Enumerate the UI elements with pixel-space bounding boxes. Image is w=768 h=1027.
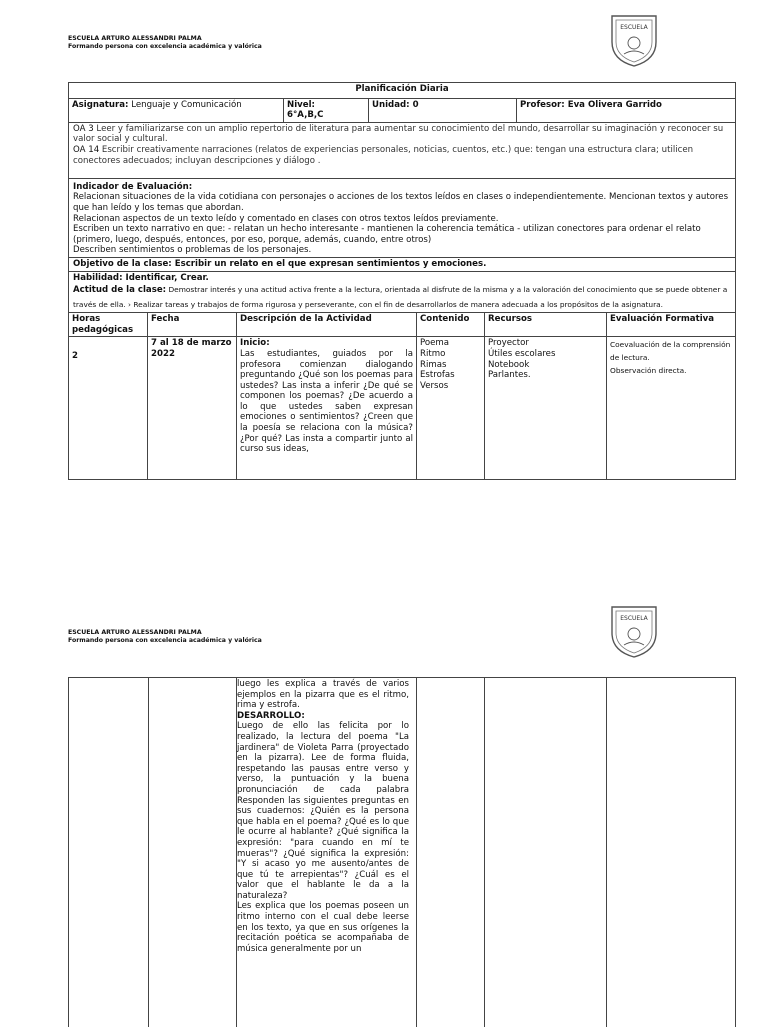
school-motto: Formando persona con excelencia académica y valórica — [68, 43, 262, 50]
col-divider — [148, 678, 149, 1027]
inicio-label: Inicio: — [240, 338, 270, 349]
col-fecha: Fecha — [148, 313, 237, 336]
school-name: ESCUELA ARTURO ALESSANDRI PALMA — [68, 35, 202, 42]
actitud-text: Demostrar interés y una actitud activa frente a la lectura, orientada al disfrute de la misma y a la valoración del conocimiento que se puede obtener a través de ella. › Realizar tareas y trabajos de forma rigurosa y perseverante, con el fin de desarrollarlos de manera adecuada a los propósitos de la asignatura. — [73, 285, 728, 309]
recurso-item: Parlantes. — [488, 370, 531, 381]
contenido-item: Estrofas — [420, 370, 455, 381]
col-horas: Horas pedagógicas — [69, 313, 148, 336]
desarrollo-text: Luego de ello las felicita por lo realizado, la lectura del poema "La jardinera" de Violeta Parra (proyectado en la pizarra). Lee de forma fluida, respetando las pausas entre verso y verso, la puntuación y la buena pronunciación de cada palabra Responden las siguientes preguntas en sus cuadernos: ¿Quién es la persona que habla en el poema? ¿Qué es lo que le ocurre al hablante? ¿Qué significa la expresión: "para cuando en mí te mueras"? ¿Qué significa la expresión: "Y si acaso yo me ausento/antes de que tú te arrepientas"? ¿Cuál es el valor que el hablante le da a la naturaleza? — [237, 721, 409, 901]
fecha-cell: 7 al 18 de marzo 2022 — [148, 337, 237, 479]
evaluacion-item: Observación directa. — [610, 366, 687, 376]
asignatura-value: Lenguaje y Comunicación — [128, 99, 242, 110]
activity-row — [69, 337, 735, 479]
objetivo-row: Objetivo de la clase: Escribir un relato en el que expresan sentimientos y emociones. — [69, 258, 735, 272]
indicador-section — [69, 179, 735, 258]
descripcion-continued — [237, 679, 409, 954]
col-divider — [416, 678, 417, 1027]
habilidad-text: Habilidad: Identificar, Crear. — [73, 272, 209, 283]
actitud-label: Actitud de la clase: — [73, 285, 167, 296]
school-name: ESCUELA ARTURO ALESSANDRI PALMA — [68, 629, 202, 636]
indicador-1: Relacionan situaciones de la vida cotidiana con personajes o acciones de los textos leídos en clases o independientemente. Mencionan textos y autores que han leído y los temas que abordan. — [73, 192, 729, 213]
oa3-code: OA 3 — [73, 123, 94, 134]
unidad-value: 0 — [409, 99, 419, 110]
horas-cell: 2 — [69, 337, 148, 479]
contenido-item: Rimas — [420, 359, 447, 370]
descripcion-cell — [237, 337, 417, 479]
col-descripcion: Descripción de la Actividad — [237, 313, 417, 336]
contenido-item: Versos — [420, 380, 449, 391]
indicador-3: Escriben un texto narrativo en que: - relatan un hecho interesante - mantienen la coherencia temática - utilizan conectores para ordenar el relato (primero, luego, después, entonces, por eso, porque, además, cuando, entre otros) — [73, 224, 701, 245]
col-divider — [484, 678, 485, 1027]
nivel-cell — [284, 99, 369, 122]
cont-text: luego les explica a través de varios ejemplos en la pizarra que es el ritmo, rima y estrofa. — [237, 679, 409, 711]
profesor-value: Eva Olivera Garrido — [564, 99, 662, 110]
contenido-item: Poema — [420, 338, 450, 349]
recursos-cell — [485, 337, 607, 479]
indicador-2: Relacionan aspectos de un texto leído y comentado en clases con otros textos leídos previamente. — [73, 213, 499, 224]
school-motto: Formando persona con excelencia académica y valórica — [68, 637, 262, 644]
desarrollo-label: DESARROLLO: — [237, 710, 305, 721]
inicio-text: Las estudiantes, guiados por la profesora comienzan dialogando preguntando ¿Qué son los poemas para ustedes? Las insta a inferir ¿De qué se componen los poemas? ¿De acuerdo a lo que ustedes saben expresan emociones o sentimientos? ¿Creen que la poesía se relaciona con la música? ¿Por qué? Las insta a compartir junto al curso sus ideas, — [240, 348, 413, 455]
activity-columns-header — [69, 313, 735, 337]
unidad-label: Unidad: — [372, 99, 410, 110]
school-shield-icon — [608, 603, 660, 659]
evaluacion-item: Coevaluación de la comprensión de lectura. — [610, 340, 731, 363]
indicador-label: Indicador de Evaluación: — [73, 181, 193, 192]
indicador-4: Describen sentimientos o problemas de los personajes. — [73, 245, 312, 256]
asignatura-cell — [69, 99, 284, 122]
profesor-cell — [517, 99, 735, 122]
recurso-item: Notebook — [488, 359, 530, 370]
school-header — [68, 35, 262, 51]
svg-text:ESCUELA: ESCUELA — [620, 615, 648, 622]
evaluacion-cell — [607, 337, 735, 479]
nivel-value: 6°A,B,C — [287, 110, 324, 121]
recurso-item: Útiles escolares — [488, 348, 556, 359]
svg-text:ESCUELA: ESCUELA — [620, 24, 648, 31]
unidad-cell — [369, 99, 517, 122]
recurso-item: Proyector — [488, 338, 529, 349]
school-shield-icon — [608, 12, 660, 68]
planning-table-continued — [68, 677, 736, 1027]
planning-table — [68, 82, 736, 480]
header-info-row — [69, 99, 735, 123]
asignatura-label: Asignatura: — [72, 99, 129, 110]
col-divider — [735, 678, 736, 1027]
habilidad-actitud-section — [69, 272, 735, 314]
nivel-label: Nivel: — [287, 99, 315, 110]
oa14-text: Escribir creativamente narraciones (relatos de experiencias personales, noticias, cuentos, etc.) que: tengan una estructura clara; utilicen conectores adecuados; incluyan descripciones y diálogo . — [73, 144, 694, 166]
contenido-cell — [417, 337, 485, 479]
col-evaluacion: Evaluación Formativa — [610, 314, 715, 325]
contenido-item: Ritmo — [420, 348, 446, 359]
col-divider — [606, 678, 607, 1027]
profesor-label: Profesor: — [520, 99, 565, 110]
school-header-page2 — [68, 629, 262, 645]
oa14-code: OA 14 — [73, 144, 100, 155]
school-logo-page2 — [608, 603, 660, 663]
school-logo — [608, 12, 660, 72]
plan-title: Planificación Diaria — [69, 83, 735, 99]
oa3-text: Leer y familiarizarse con un amplio repertorio de literatura para aumentar su conocimiento del mundo, desarrollar su imaginación y reconocer su valor social y cultural. — [73, 123, 724, 145]
col-contenido: Contenido — [417, 313, 485, 336]
explica-text: Les explica que los poemas poseen un ritmo interno con el cual debe leerse en los texto, ya que en sus orígenes la recitación poética se acompañaba de música generalmente por un — [237, 901, 409, 954]
col-recursos: Recursos — [485, 313, 607, 336]
oa-section — [69, 123, 735, 179]
